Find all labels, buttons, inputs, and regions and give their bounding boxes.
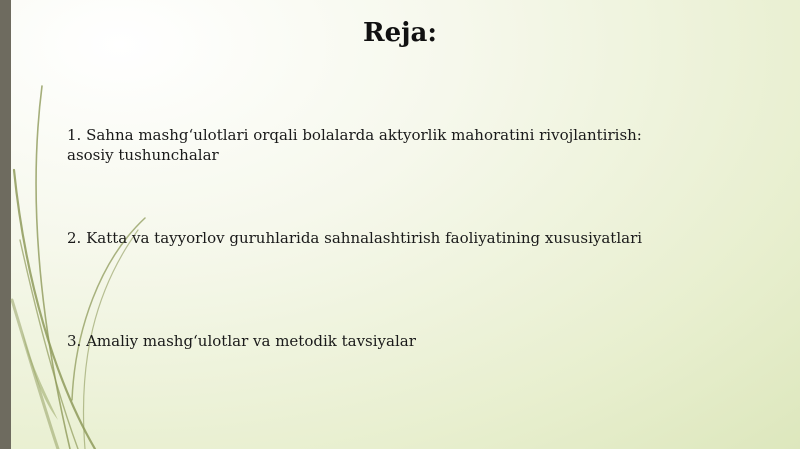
plan-item-1: 1. Sahna mashg‘ulotlari orqali bolalarda aktyorlik mahoratini rivojlantirish: asosiy tushunchalar (67, 126, 642, 164)
slide-title: Reja: (362, 18, 437, 48)
left-accent-bar (0, 0, 11, 449)
plan-item-2: 2. Katta va tayyorlov guruhlarida sahnalashtirish faoliyatining xususiyatlari (67, 229, 643, 247)
plan-item-3: 3. Amaliy mashg‘ulotlar va metodik tavsiyalar (67, 332, 416, 350)
